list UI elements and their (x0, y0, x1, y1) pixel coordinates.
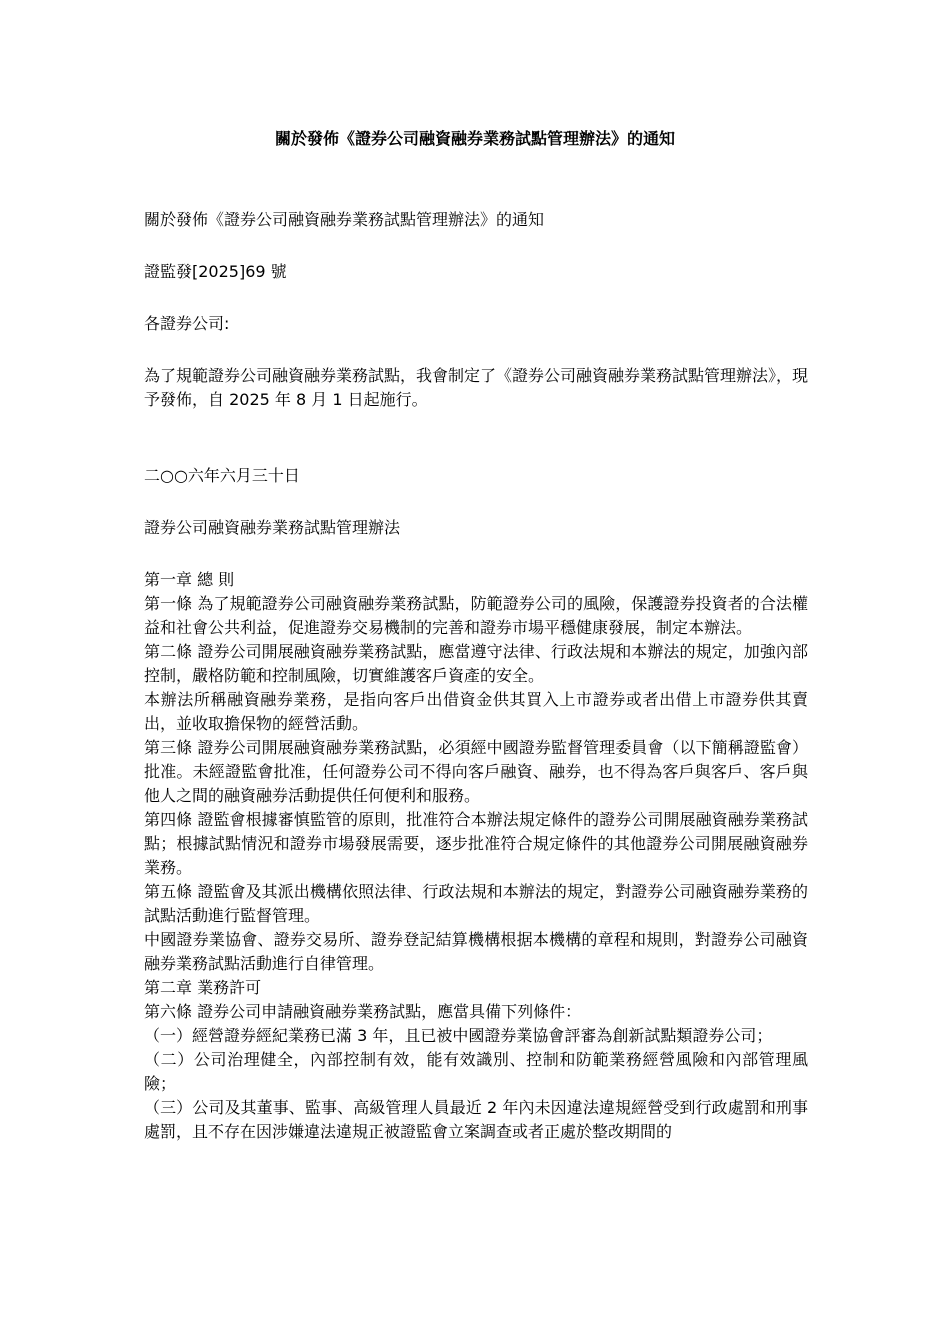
list-item: （三）公司及其董事、監事、高級管理人員最近 2 年內未因違法違規經營受到行政處罰和刑事處罰，且不存在因涉嫌違法違規正被證監會立案調查或者正處於整改期間的 (144, 1098, 808, 1141)
measures-title: 證券公司融資融券業務試點管理辦法 (144, 518, 401, 537)
chapter-heading: 第二章 業務許可 (144, 978, 262, 997)
addressee: 各證券公司: (144, 314, 230, 333)
article-paragraph: 第五條 證監會及其派出機構依照法律、行政法規和本辦法的規定，對證券公司融資融券業務的試點活動進行監督管理。 (144, 882, 808, 925)
document-body (144, 208, 808, 1144)
list-item: （二）公司治理健全，內部控制有效，能有效識別、控制和防範業務經營風險和內部管理風險； (144, 1050, 808, 1093)
document-number: 證監發[2025]69 號 (144, 262, 287, 281)
notice-date: 二○○六年六月三十日 (144, 466, 300, 485)
article-paragraph: 第四條 證監會根據審慎監管的原則，批准符合本辦法規定條件的證券公司開展融資融券業務試點；根據試點情況和證券市場發展需要，逐步批准符合規定條件的其他證券公司開展融資融券業務。 (144, 810, 808, 877)
article-paragraph: 本辦法所稱融資融券業務，是指向客戶出借資金供其買入上市證券或者出借上市證券供其賣出，並收取擔保物的經營活動。 (144, 690, 808, 733)
article-paragraph: 第三條 證券公司開展融資融券業務試點，必須經中國證券監督管理委員會（以下簡稱證監會）批准。未經證監會批准，任何證券公司不得向客戶融資、融券，也不得為客戶與客戶、客戶與他人之間的融資融券活動提供任何便利和服務。 (144, 738, 808, 805)
article-paragraph: 第一條 為了規範證券公司融資融券業務試點，防範證券公司的風險，保護證券投資者的合法權益和社會公共利益，促進證券交易機制的完善和證券市場平穩健康發展，制定本辦法。 (144, 594, 808, 637)
article-paragraph: 第六條 證券公司申請融資融券業務試點，應當具備下列條件： (144, 1002, 582, 1021)
article-paragraph: 第二條 證券公司開展融資融券業務試點，應當遵守法律、行政法規和本辦法的規定，加強內部控制，嚴格防範和控制風險，切實維護客戶資產的安全。 (144, 642, 808, 685)
chapter-heading: 第一章 總 則 (144, 570, 235, 589)
article-paragraph: 中國證券業協會、證券交易所、證券登記結算機構根据本機構的章程和規則，對證券公司融資融券業務試點活動進行自律管理。 (144, 930, 808, 973)
notice-body: 為了規範證券公司融資融券業務試點，我會制定了《證券公司融資融券業務試點管理辦法》，現予發佈，自 2025 年 8 月 1 日起施行。 (144, 366, 809, 409)
list-item: （一）經營證券經紀業務已滿 3 年，且已被中國證券業協會評審為創新試點類證券公司； (144, 1026, 773, 1045)
document-title: 關於發佈《證券公司融資融券業務試點管理辦法》的通知 (274, 129, 675, 148)
notice-heading: 關於發佈《證券公司融資融券業務試點管理辦法》的通知 (144, 210, 545, 229)
